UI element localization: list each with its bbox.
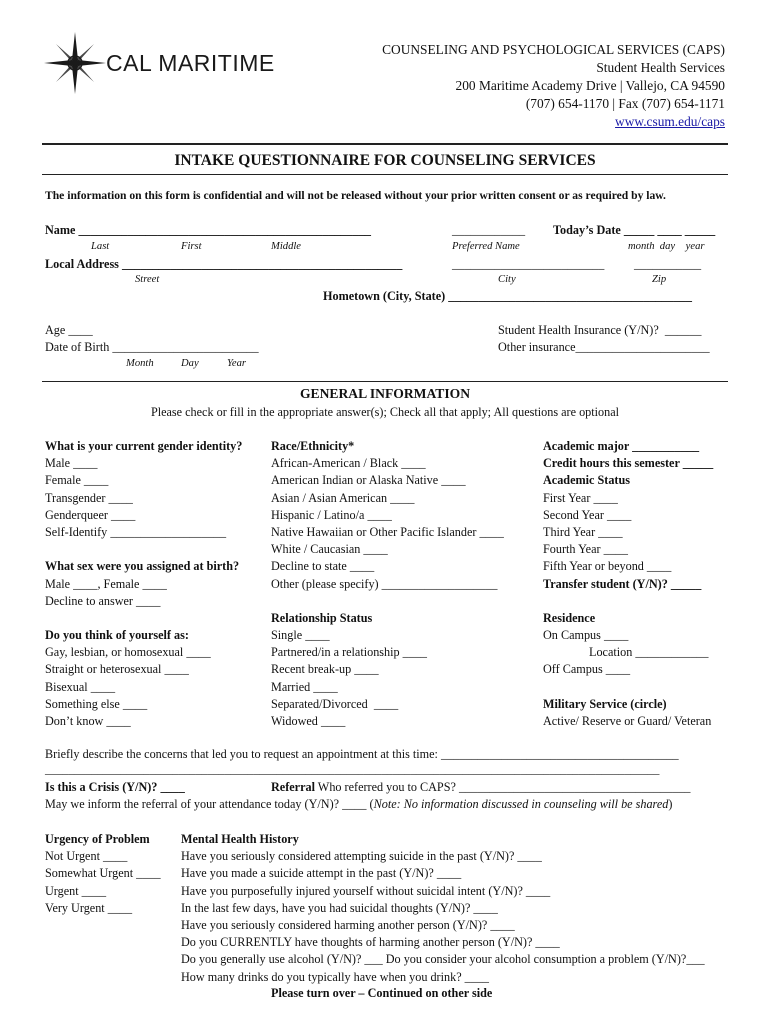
orientation-option[interactable]: Something else ____ xyxy=(45,696,148,711)
gender-option[interactable]: Female ____ xyxy=(45,473,109,488)
logo xyxy=(42,30,282,100)
label-zip: Zip xyxy=(652,274,667,285)
referral-field[interactable] xyxy=(271,780,691,795)
hometown-field[interactable]: Hometown (City, State) ________________________________________ xyxy=(323,289,692,303)
academic-status-option[interactable]: Fifth Year or beyond ____ xyxy=(543,559,672,574)
relationship-option[interactable]: Married ____ xyxy=(271,679,338,694)
orientation-option[interactable]: Straight or heterosexual ____ xyxy=(45,662,189,677)
referral-label: Referral xyxy=(271,780,315,794)
race-option[interactable]: Decline to state ____ xyxy=(271,559,375,574)
race-option[interactable]: African-American / Black ____ xyxy=(271,456,426,471)
gender-option[interactable]: Self-Identify ___________________ xyxy=(45,524,227,539)
label-dob-month: Month xyxy=(126,358,154,369)
urgency-section xyxy=(45,831,161,917)
form-title: INTAKE QUESTIONNAIRE FOR COUNSELING SERVICES xyxy=(174,152,596,169)
sex-option[interactable]: Decline to answer ____ xyxy=(45,593,161,608)
label-preferred-name: Preferred Name xyxy=(452,241,520,252)
urgency-option[interactable]: Very Urgent ____ xyxy=(45,900,133,915)
urgency-heading: Urgency of Problem xyxy=(45,832,150,846)
academic-status-option[interactable]: Third Year ____ xyxy=(543,524,623,539)
column-academic xyxy=(543,438,713,730)
relationship-question: Relationship Status xyxy=(271,610,373,625)
confidential-notice: The information on this form is confidential and will not be released without your prior written consent or as required by law. xyxy=(45,189,666,202)
academic-status-option[interactable]: Fourth Year ____ xyxy=(543,542,628,557)
column-identity xyxy=(45,438,242,730)
mental-health-question[interactable]: How many drinks do you typically have when you drink? ____ xyxy=(181,969,490,984)
urgency-option[interactable]: Somewhat Urgent ____ xyxy=(45,866,161,881)
mental-health-question[interactable]: Do you CURRENTLY have thoughts of harming another person (Y/N)? ____ xyxy=(181,935,560,950)
confidentiality-note: Note: No information discussed in counseling will be shared xyxy=(373,797,669,811)
student-insurance-field[interactable]: Student Health Insurance (Y/N)? ______ xyxy=(498,323,702,337)
city-field[interactable]: _________________________ xyxy=(452,257,605,271)
relationship-option[interactable]: Recent break-up ____ xyxy=(271,662,379,677)
on-campus-option[interactable]: On Campus ____ xyxy=(543,628,629,643)
todays-date-field[interactable]: Today’s Date _____ ____ _____ xyxy=(553,223,716,237)
mental-health-question[interactable]: Have you seriously considered harming another person (Y/N)? ____ xyxy=(181,917,515,932)
academic-status-option[interactable]: Second Year ____ xyxy=(543,507,632,522)
label-city: City xyxy=(498,274,516,285)
inform-referral-field[interactable] xyxy=(45,797,672,812)
relationship-option[interactable]: Single ____ xyxy=(271,628,330,643)
footer-note: Please turn over – Continued on other side xyxy=(271,986,493,1000)
gender-option[interactable]: Transgender ____ xyxy=(45,490,133,505)
mental-health-question[interactable]: Have you purposefully injured yourself without suicidal intent (Y/N)? ____ xyxy=(181,883,551,898)
header-phone: (707) 654-1170 | Fax (707) 654-1171 xyxy=(525,96,725,111)
header-link[interactable]: www.csum.edu/caps xyxy=(615,114,725,129)
military-options[interactable]: Active/ Reserve or Guard/ Veteran xyxy=(543,714,712,728)
local-address-field[interactable]: Local Address ______________________________________________ xyxy=(45,257,403,271)
race-option[interactable]: Asian / Asian American ____ xyxy=(271,490,415,505)
sex-option[interactable]: Male ____, Female ____ xyxy=(45,576,167,591)
mental-health-question[interactable]: Do you generally use alcohol (Y/N)? ___ Do you consider your alcohol consumption a problem (Y/N)?___ xyxy=(181,952,705,967)
orientation-question: Do you think of yourself as: xyxy=(45,628,189,643)
referral-text: Who referred you to CAPS? ______________________________________ xyxy=(314,780,691,794)
header-line-2: Student Health Services xyxy=(596,60,725,75)
academic-major-field[interactable]: Academic major ___________ xyxy=(543,439,700,453)
residence-heading: Residence xyxy=(543,610,596,625)
race-option[interactable]: Native Hawaiian or Other Pacific Islander ____ xyxy=(271,524,504,539)
orientation-option[interactable]: Gay, lesbian, or homosexual ____ xyxy=(45,645,211,660)
general-rule xyxy=(42,381,728,382)
mental-health-question[interactable]: Have you made a suicide attempt in the past (Y/N)? ____ xyxy=(181,866,462,881)
relationship-option[interactable]: Partnered/in a relationship ____ xyxy=(271,645,428,660)
title-rule xyxy=(42,174,728,175)
label-first: First xyxy=(181,241,202,252)
label-month-day-year: month day year xyxy=(628,241,705,252)
orientation-option[interactable]: Bisexual ____ xyxy=(45,679,116,694)
off-campus-option[interactable]: Off Campus ____ xyxy=(543,662,631,677)
crisis-field[interactable]: Is this a Crisis (Y/N)? ____ xyxy=(45,780,185,794)
column-race-relationship xyxy=(271,438,504,730)
note-close: ) xyxy=(668,797,673,811)
header-address: 200 Maritime Academy Drive | Vallejo, CA 94590 xyxy=(455,78,725,93)
age-field[interactable]: Age ____ xyxy=(45,323,93,337)
relationship-option[interactable]: Widowed ____ xyxy=(271,714,346,728)
military-heading: Military Service (circle) xyxy=(543,696,667,711)
race-option[interactable]: American Indian or Alaska Native ____ xyxy=(271,473,466,488)
top-rule xyxy=(42,143,728,145)
other-insurance-field[interactable]: Other insurance______________________ xyxy=(498,340,710,354)
compass-rose-icon xyxy=(42,30,108,96)
label-last: Last xyxy=(91,241,110,252)
transfer-student-field[interactable]: Transfer student (Y/N)? _____ xyxy=(543,576,702,591)
mental-health-heading: Mental Health History xyxy=(181,832,299,846)
mental-health-question[interactable]: Have you seriously considered attempting suicide in the past (Y/N)? ____ xyxy=(181,849,542,864)
academic-status-option[interactable]: First Year ____ xyxy=(543,490,618,505)
zip-field[interactable]: ___________ xyxy=(634,257,702,271)
preferred-name-field[interactable]: ____________ xyxy=(452,223,526,237)
general-instructions: Please check or fill in the appropriate answer(s); Check all that apply; All questions are optional xyxy=(150,405,620,419)
urgency-option[interactable]: Urgent ____ xyxy=(45,883,107,898)
name-field[interactable]: Name ________________________________________________ xyxy=(45,223,372,237)
urgency-option[interactable]: Not Urgent ____ xyxy=(45,849,128,864)
mental-health-question[interactable]: In the last few days, have you had suicidal thoughts (Y/N)? ____ xyxy=(181,900,498,915)
relationship-option[interactable]: Separated/Divorced ____ xyxy=(271,696,399,711)
date-of-birth-field[interactable]: Date of Birth ________________________ xyxy=(45,340,259,354)
academic-status-heading: Academic Status xyxy=(543,473,630,488)
concerns-field-line-2[interactable]: __________________________________________________________________________________________________________ xyxy=(45,763,660,776)
logo-text: CAL MARITIME xyxy=(106,50,275,76)
location-field[interactable]: Location ____________ xyxy=(589,645,709,660)
sex-question: What sex were you assigned at birth? xyxy=(45,559,240,574)
concerns-field[interactable]: Briefly describe the concerns that led you to request an appointment at this time: _______________________________________ xyxy=(45,747,679,761)
race-option[interactable]: Other (please specify) ___________________ xyxy=(271,576,498,591)
credit-hours-field[interactable]: Credit hours this semester _____ xyxy=(543,456,714,471)
general-info-heading: GENERAL INFORMATION xyxy=(299,386,471,401)
label-street: Street xyxy=(135,274,160,285)
race-option[interactable]: White / Caucasian ____ xyxy=(271,542,388,557)
label-dob-day: Day xyxy=(181,358,199,369)
label-middle: Middle xyxy=(271,241,302,252)
mental-health-section xyxy=(181,831,705,986)
orientation-option[interactable]: Don’t know ____ xyxy=(45,714,131,728)
race-option[interactable]: Hispanic / Latino/a ____ xyxy=(271,507,392,522)
gender-option[interactable]: Male ____ xyxy=(45,456,98,471)
gender-option[interactable]: Genderqueer ____ xyxy=(45,507,136,522)
inform-referral-text: May we inform the referral of your attendance today (Y/N)? ____ ( xyxy=(45,797,374,811)
label-dob-year: Year xyxy=(227,358,247,369)
header-line-1: COUNSELING AND PSYCHOLOGICAL SERVICES (CAPS) xyxy=(382,42,725,57)
race-question: Race/Ethnicity* xyxy=(271,439,355,453)
gender-question: What is your current gender identity? xyxy=(45,439,243,453)
